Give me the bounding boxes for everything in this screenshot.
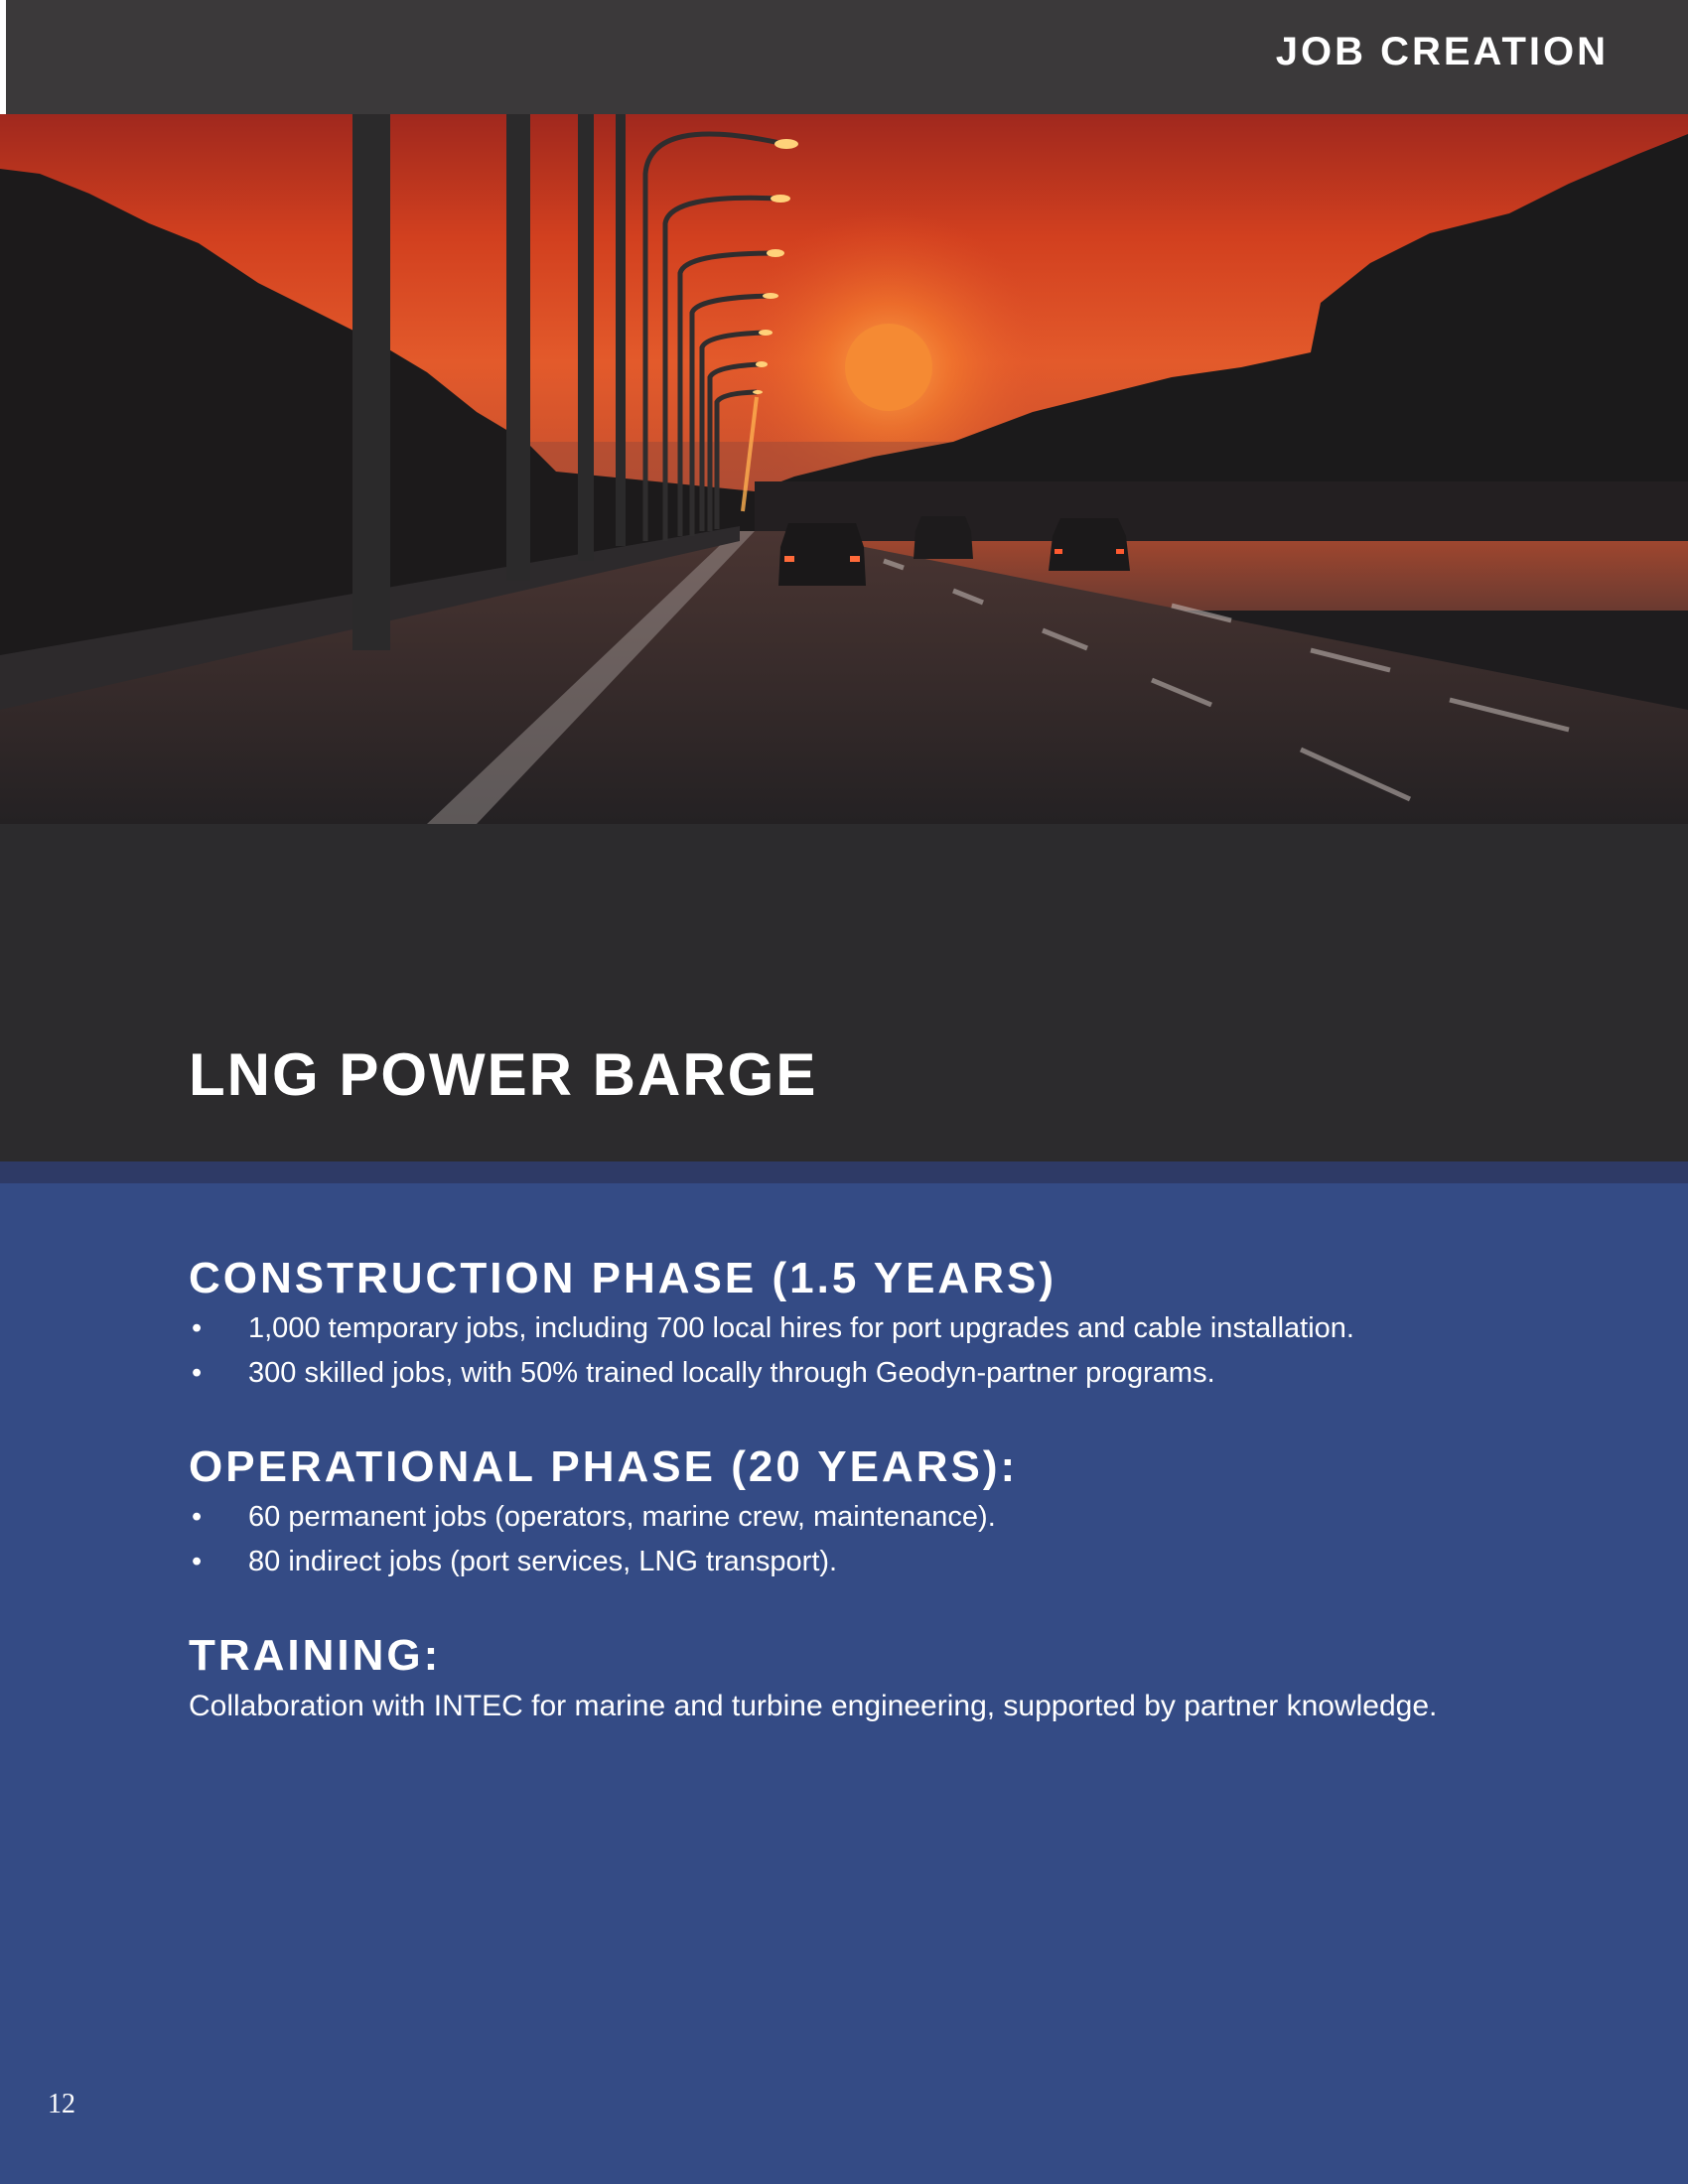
list-item-text: 80 indirect jobs (port services, LNG transport). <box>248 1546 838 1577</box>
bullet-icon: • <box>192 1312 203 1344</box>
hero-photo <box>0 114 1688 824</box>
list-item <box>189 1495 1479 1540</box>
training-section <box>189 1630 1479 1728</box>
list-item-text: 300 skilled jobs, with 50% trained locally through Geodyn-partner programs. <box>248 1357 1215 1389</box>
section-heading: OPERATIONAL PHASE (20 YEARS): <box>189 1442 1019 1491</box>
operational-phase-section <box>189 1441 1479 1584</box>
list-item <box>189 1540 1479 1584</box>
section-heading: TRAINING: <box>189 1631 442 1680</box>
title-band <box>0 824 1688 1161</box>
list-item-text: 1,000 temporary jobs, including 700 local hires for port upgrades and cable installation. <box>248 1312 1354 1344</box>
list-item <box>189 1306 1479 1351</box>
bullet-icon: • <box>192 1546 203 1577</box>
bullet-icon: • <box>192 1357 203 1389</box>
construction-phase-section <box>189 1253 1479 1396</box>
main-title: LNG POWER BARGE <box>189 1041 818 1108</box>
header-bar <box>6 0 1688 114</box>
bullet-icon: • <box>192 1501 203 1533</box>
highway-sunset-image <box>0 114 1688 824</box>
section-heading: CONSTRUCTION PHASE (1.5 YEARS) <box>189 1254 1056 1302</box>
list-item-text: 60 permanent jobs (operators, marine crew, maintenance). <box>248 1501 996 1533</box>
band-divider <box>0 1161 1688 1183</box>
section-paragraph: Collaboration with INTEC for marine and turbine engineering, supported by partner knowledge. <box>189 1690 1438 1722</box>
header-title: JOB CREATION <box>1275 30 1609 73</box>
bullet-list <box>189 1495 1479 1584</box>
bullet-list <box>189 1306 1479 1396</box>
list-item <box>189 1351 1479 1396</box>
page-number: 12 <box>48 2089 75 2119</box>
